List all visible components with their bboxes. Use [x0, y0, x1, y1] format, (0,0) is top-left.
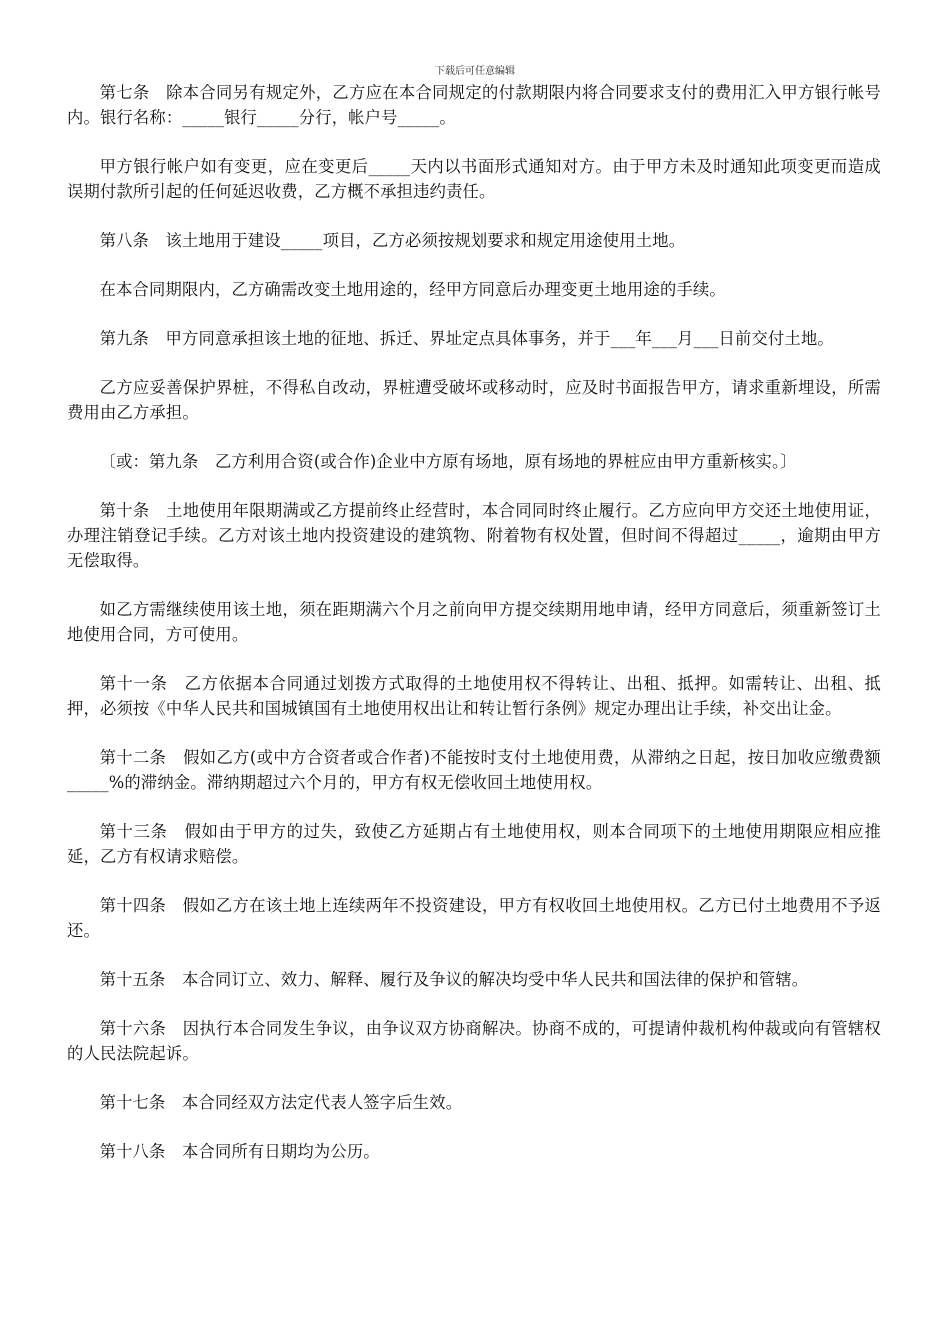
clause-12-paragraph: 第十二条 假如乙方(或中方合资者或合作者)不能按时支付土地使用费，从滞纳之日起，按日加收应缴费额_____%的滞纳金。滞纳期超过六个月的，甲方有权无偿收回土地使用权。	[67, 748, 881, 792]
clause-9-alternative-paragraph: 〔或：第九条 乙方利用合资(或合作)企业中方原有场地，原有场地的界桩应由甲方重新核实。〕	[99, 452, 797, 471]
clause-11-paragraph: 第十一条 乙方依据本合同通过划拨方式取得的土地使用权不得转让、出租、抵押。如需转让、出租、抵押，必须按《中华人民共和国城镇国有土地使用权出让和转让暂行条例》规定办理出让手续，补交出让金。	[67, 674, 881, 718]
clause-9-paragraph: 第九条 甲方同意承担该土地的征地、拆迁、界址定点具体事务，并于___年___月___日前交付土地。	[99, 329, 834, 348]
clause-13-paragraph: 第十三条 假如由于甲方的过失，致使乙方延期占有土地使用权，则本合同项下的土地使用期限应相应推延，乙方有权请求赔偿。	[67, 822, 881, 866]
header-note: 下载后可任意编辑	[435, 66, 515, 77]
document-body	[67, 80, 881, 1188]
clause-7-paragraph: 第七条 除本合同另有规定外，乙方应在本合同规定的付款期限内将合同要求支付的费用汇入甲方银行帐号内。银行名称：_____银行_____分行，帐户号_____。	[67, 83, 881, 127]
clause-8-paragraph: 第八条 该土地用于建设_____项目，乙方必须按规划要求和规定用途使用土地。	[99, 231, 686, 250]
boundary-marker-paragraph: 乙方应妥善保护界桩，不得私自改动，界桩遭受破坏或移动时，应及时书面报告甲方，请求重新埋设，所需费用由乙方承担。	[67, 378, 881, 422]
bank-account-change-paragraph: 甲方银行帐户如有变更，应在变更后_____天内以书面形式通知对方。由于甲方未及时通知此项变更而造成误期付款所引起的任何延迟收费，乙方概不承担违约责任。	[67, 157, 881, 201]
clause-15-paragraph: 第十五条 本合同订立、效力、解释、履行及争议的解决均受中华人民共和国法律的保护和管辖。	[99, 970, 809, 989]
clause-10-paragraph: 第十条 土地使用年限期满或乙方提前终止经营时，本合同同时终止履行。乙方应向甲方交还土地使用证，办理注销登记手续。乙方对该土地内投资建设的建筑物、附着物有权处置，但时间不得超过_____，逾期由甲方无偿取得。	[67, 501, 881, 570]
renewal-paragraph: 如乙方需继续使用该土地，须在距期满六个月之前向甲方提交续期用地申请，经甲方同意后，须重新签订土地使用合同，方可使用。	[67, 600, 881, 644]
clause-17-paragraph: 第十七条 本合同经双方法定代表人签字后生效。	[99, 1093, 463, 1112]
clause-14-paragraph: 第十四条 假如乙方在该土地上连续两年不投资建设，甲方有权收回土地使用权。乙方已付土地费用不予返还。	[67, 896, 881, 940]
clause-16-paragraph: 第十六条 因执行本合同发生争议，由争议双方协商解决。协商不成的，可提请仲裁机构仲裁或向有管辖权的人民法院起诉。	[67, 1019, 881, 1063]
land-use-change-paragraph: 在本合同期限内，乙方确需改变土地用途的，经甲方同意后办理变更土地用途的手续。	[99, 280, 726, 299]
clause-18-paragraph: 第十八条 本合同所有日期均为公历。	[99, 1142, 380, 1161]
